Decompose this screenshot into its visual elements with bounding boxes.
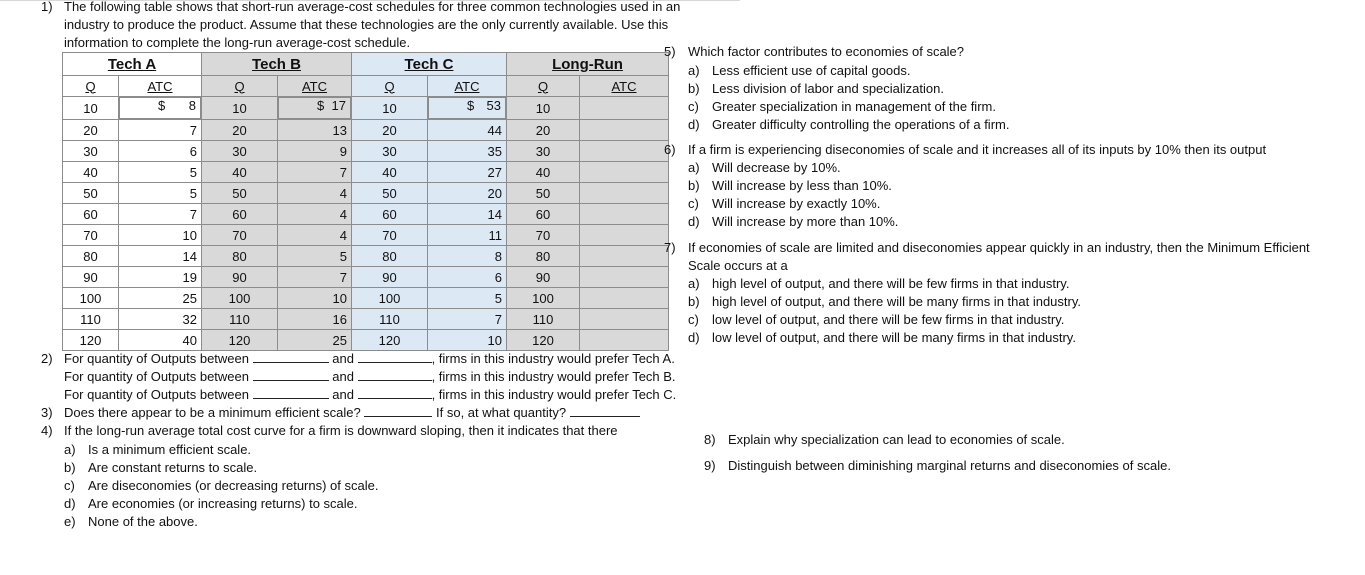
q5-option-d-letter: d) — [688, 117, 700, 132]
tech-b-atc: 7 — [278, 162, 352, 183]
table-row — [63, 162, 669, 183]
tech-c-atc: 14 — [428, 204, 507, 225]
tech-b-atc: 5 — [278, 246, 352, 267]
q9-text: Distinguish between diminishing marginal returns and diseconomies of scale. — [728, 458, 1171, 473]
answer-blank[interactable] — [253, 368, 329, 381]
q5-option-a: Less efficient use of capital goods. — [712, 63, 911, 78]
q6-option-d-letter: d) — [688, 214, 700, 229]
tech-b-q: 50 — [202, 183, 278, 204]
q2-prefix: For quantity of Outputs between — [64, 369, 249, 384]
tech-a-atc — [119, 97, 201, 119]
q1-line-1: The following table shows that short-run average-cost schedules for three common technologies used in an — [64, 0, 681, 14]
col-header-q: Q — [63, 76, 119, 97]
tech-c-q: 60 — [352, 204, 428, 225]
answer-blank[interactable] — [358, 350, 432, 363]
tech-a-atc: 5 — [119, 183, 202, 204]
tech-c-q: 30 — [352, 141, 428, 162]
col-header-q: Q — [352, 76, 428, 97]
long-run-atc-blank[interactable] — [580, 120, 669, 141]
tech-b-atc: 16 — [278, 309, 352, 330]
q5-option-b-letter: b) — [688, 81, 700, 96]
long-run-q: 90 — [507, 267, 580, 288]
q6-option-c-letter: c) — [688, 196, 699, 211]
q6-number: 6) — [664, 142, 676, 157]
tech-a-q: 40 — [63, 162, 119, 183]
long-run-q: 30 — [507, 141, 580, 162]
q2-and: and — [332, 369, 354, 384]
q4-text: If the long-run average total cost curve for a firm is downward sloping, then it indicates that there — [64, 423, 618, 438]
table-row — [63, 309, 669, 330]
q7-text-line-1: If economies of scale are limited and diseconomies appear quickly in an industry, then the Minimum Efficient — [688, 240, 1310, 255]
tech-c-q: 120 — [352, 330, 428, 351]
tech-b-atc: 10 — [278, 288, 352, 309]
col-header-atc: ATC — [119, 76, 202, 97]
q5-option-c: Greater specialization in management of the firm. — [712, 99, 996, 114]
table-row — [63, 225, 669, 246]
q2-and: and — [332, 387, 354, 402]
tech-c-atc: 6 — [428, 267, 507, 288]
long-run-atc-blank[interactable] — [580, 267, 669, 288]
long-run-q: 10 — [507, 97, 580, 120]
tech-a-atc: 32 — [119, 309, 202, 330]
tech-b-q: 10 — [202, 97, 278, 120]
tech-b-atc: 4 — [278, 183, 352, 204]
tech-b-atc: 13 — [278, 120, 352, 141]
q7-option-c-letter: c) — [688, 312, 699, 327]
q4-option-d: Are economies (or increasing returns) to scale. — [88, 496, 358, 511]
table-row — [63, 288, 669, 309]
tech-b-atc: 4 — [278, 204, 352, 225]
q2-and: and — [332, 351, 354, 366]
q3-followup: If so, at what quantity? — [436, 405, 567, 420]
tech-a-atc-value: 8 — [188, 98, 196, 113]
tech-c-q: 40 — [352, 162, 428, 183]
tech-c-q: 10 — [352, 97, 428, 120]
tech-b-q: 20 — [202, 120, 278, 141]
long-run-atc-blank[interactable] — [580, 330, 669, 351]
tech-b-atc-value: 17 — [331, 98, 346, 113]
long-run-atc-blank[interactable] — [580, 309, 669, 330]
q6-option-b-letter: b) — [688, 178, 700, 193]
q6-option-c: Will increase by exactly 10%. — [712, 196, 881, 211]
answer-blank[interactable] — [364, 404, 432, 417]
tech-a-q: 70 — [63, 225, 119, 246]
tech-a-atc: 14 — [119, 246, 202, 267]
cost-schedule-table — [62, 52, 669, 351]
tech-c-q: 90 — [352, 267, 428, 288]
q7-option-b: high level of output, and there will be many firms in that industry. — [712, 294, 1082, 309]
q7-option-a: high level of output, and there will be few firms in that industry. — [712, 276, 1070, 291]
q4-option-e-letter: e) — [64, 514, 76, 529]
tech-c-atc-value: 53 — [486, 98, 501, 113]
tech-b-q: 110 — [202, 309, 278, 330]
tech-a-q: 10 — [63, 97, 119, 120]
q7-option-a-letter: a) — [688, 276, 700, 291]
tech-c-q: 50 — [352, 183, 428, 204]
q2-suffix: , firms in this industry would prefer Tech C. — [431, 387, 677, 402]
answer-blank[interactable] — [570, 404, 640, 417]
q6-option-a-letter: a) — [688, 160, 700, 175]
answer-blank[interactable] — [253, 386, 329, 399]
tech-b-q: 120 — [202, 330, 278, 351]
tech-a-atc: 25 — [119, 288, 202, 309]
q6-option-d: Will increase by more than 10%. — [712, 214, 899, 229]
q1-line-2: industry to produce the product. Assume that these technologies are the only currently available. Use this — [64, 17, 669, 32]
long-run-atc-blank[interactable] — [580, 162, 669, 183]
long-run-atc-blank[interactable] — [580, 225, 669, 246]
tech-b-atc: 25 — [278, 330, 352, 351]
q6-option-a: Will decrease by 10%. — [712, 160, 841, 175]
table-row — [63, 267, 669, 288]
col-header-atc: ATC — [428, 76, 507, 97]
table-row — [63, 183, 669, 204]
q4-option-e: None of the above. — [88, 514, 198, 529]
tech-b-q: 60 — [202, 204, 278, 225]
tech-b-atc — [278, 97, 351, 119]
tech-a-q: 120 — [63, 330, 119, 351]
q2-line-tech-a — [64, 350, 675, 368]
tech-c-atc: 10 — [428, 330, 507, 351]
tech-a-header: Tech A — [63, 53, 202, 76]
q3-line — [64, 404, 640, 422]
col-header-atc: ATC — [580, 76, 669, 97]
long-run-atc-blank[interactable] — [580, 246, 669, 267]
tech-b-header: Tech B — [202, 53, 352, 76]
q7-option-d: low level of output, and there will be many firms in that industry. — [712, 330, 1076, 345]
dollar-sign: $ — [317, 98, 325, 113]
q5-number: 5) — [664, 44, 676, 59]
q2-line-tech-c — [64, 386, 676, 404]
long-run-q: 50 — [507, 183, 580, 204]
tech-a-atc: 6 — [119, 141, 202, 162]
tech-b-atc: 7 — [278, 267, 352, 288]
tech-a-atc: 10 — [119, 225, 202, 246]
q8-number: 8) — [704, 432, 716, 447]
q4-option-a-letter: a) — [64, 442, 76, 457]
table-row — [63, 141, 669, 162]
tech-c-q: 70 — [352, 225, 428, 246]
tech-a-atc: 7 — [119, 204, 202, 225]
tech-b-q: 100 — [202, 288, 278, 309]
answer-blank[interactable] — [253, 350, 329, 363]
q7-option-b-letter: b) — [688, 294, 700, 309]
answer-blank[interactable] — [358, 368, 432, 381]
long-run-atc-blank[interactable] — [580, 183, 669, 204]
table-row — [63, 204, 669, 225]
q2-number: 2) — [41, 351, 53, 366]
long-run-q: 70 — [507, 225, 580, 246]
long-run-q: 20 — [507, 120, 580, 141]
q6-text: If a firm is experiencing diseconomies of scale and it increases all of its inputs by 10% then its output — [688, 142, 1267, 157]
q7-option-d-letter: d) — [688, 330, 700, 345]
q4-option-c-letter: c) — [64, 478, 75, 493]
tech-a-atc: 5 — [119, 162, 202, 183]
q4-option-d-letter: d) — [64, 496, 76, 511]
tech-a-q: 80 — [63, 246, 119, 267]
tech-b-atc: 4 — [278, 225, 352, 246]
q7-option-c: low level of output, and there will be few firms in that industry. — [712, 312, 1065, 327]
tech-c-q: 20 — [352, 120, 428, 141]
tech-c-atc: 7 — [428, 309, 507, 330]
col-header-atc: ATC — [278, 76, 352, 97]
tech-a-q: 90 — [63, 267, 119, 288]
q7-number: 7) — [664, 240, 676, 255]
tech-c-atc: 27 — [428, 162, 507, 183]
tech-c-q: 100 — [352, 288, 428, 309]
long-run-q: 110 — [507, 309, 580, 330]
tech-b-q: 40 — [202, 162, 278, 183]
long-run-q: 100 — [507, 288, 580, 309]
tech-b-q: 90 — [202, 267, 278, 288]
tech-b-atc: 9 — [278, 141, 352, 162]
tech-a-atc: 40 — [119, 330, 202, 351]
answer-blank[interactable] — [358, 386, 432, 399]
q4-option-b-letter: b) — [64, 460, 76, 475]
q4-option-a: Is a minimum efficient scale. — [88, 442, 252, 457]
long-run-q: 120 — [507, 330, 580, 351]
q1-line-3: information to complete the long-run average-cost schedule. — [64, 35, 411, 50]
q5-option-a-letter: a) — [688, 63, 700, 78]
tech-c-header: Tech C — [352, 53, 507, 76]
long-run-q: 60 — [507, 204, 580, 225]
tech-c-atc: 35 — [428, 141, 507, 162]
tech-b-q: 30 — [202, 141, 278, 162]
q4-option-b: Are constant returns to scale. — [88, 460, 258, 475]
tech-c-atc: 11 — [428, 225, 507, 246]
table-row — [63, 120, 669, 141]
q3-text: Does there appear to be a minimum efficient scale? — [64, 405, 361, 420]
q6-option-b: Will increase by less than 10%. — [712, 178, 892, 193]
q2-suffix: , firms in this industry would prefer Tech A. — [431, 351, 675, 366]
table-row — [63, 97, 669, 120]
tech-c-atc: 5 — [428, 288, 507, 309]
tech-a-q: 110 — [63, 309, 119, 330]
table-row — [63, 330, 669, 351]
q5-option-c-letter: c) — [688, 99, 699, 114]
q3-number: 3) — [41, 405, 53, 420]
q5-option-b: Less division of labor and specialization. — [712, 81, 944, 96]
tech-a-atc: 7 — [119, 120, 202, 141]
tech-c-atc: 20 — [428, 183, 507, 204]
long-run-atc-blank[interactable] — [580, 141, 669, 162]
long-run-q: 80 — [507, 246, 580, 267]
tech-c-q: 110 — [352, 309, 428, 330]
q5-option-d: Greater difficulty controlling the operations of a firm. — [712, 117, 1010, 132]
q9-number: 9) — [704, 458, 716, 473]
tech-c-atc — [428, 97, 506, 119]
tech-b-q: 70 — [202, 225, 278, 246]
q1-number: 1) — [41, 0, 53, 14]
q2-line-tech-b — [64, 368, 676, 386]
q7-text-line-2: Scale occurs at a — [688, 258, 788, 273]
tech-c-atc: 8 — [428, 246, 507, 267]
tech-a-atc: 19 — [119, 267, 202, 288]
q2-prefix: For quantity of Outputs between — [64, 351, 249, 366]
q4-option-c: Are diseconomies (or decreasing returns) of scale. — [88, 478, 379, 493]
long-run-atc-blank[interactable] — [580, 97, 669, 120]
tech-b-q: 80 — [202, 246, 278, 267]
q2-suffix: , firms in this industry would prefer Tech B. — [431, 369, 676, 384]
tech-c-atc: 44 — [428, 120, 507, 141]
long-run-atc-blank[interactable] — [580, 288, 669, 309]
tech-c-q: 80 — [352, 246, 428, 267]
q5-text: Which factor contributes to economies of scale? — [688, 44, 965, 59]
tech-a-q: 30 — [63, 141, 119, 162]
col-header-q: Q — [202, 76, 278, 97]
tech-a-q: 60 — [63, 204, 119, 225]
dollar-sign: $ — [467, 98, 475, 113]
long-run-q: 40 — [507, 162, 580, 183]
q8-text: Explain why specialization can lead to economies of scale. — [728, 432, 1065, 447]
long-run-atc-blank[interactable] — [580, 204, 669, 225]
q4-number: 4) — [41, 423, 53, 438]
table-row — [63, 246, 669, 267]
tech-a-q: 100 — [63, 288, 119, 309]
tech-a-q: 50 — [63, 183, 119, 204]
col-header-q: Q — [507, 76, 580, 97]
tech-a-q: 20 — [63, 120, 119, 141]
dollar-sign: $ — [158, 98, 166, 113]
long-run-header: Long-Run — [507, 53, 669, 76]
q2-prefix: For quantity of Outputs between — [64, 387, 249, 402]
